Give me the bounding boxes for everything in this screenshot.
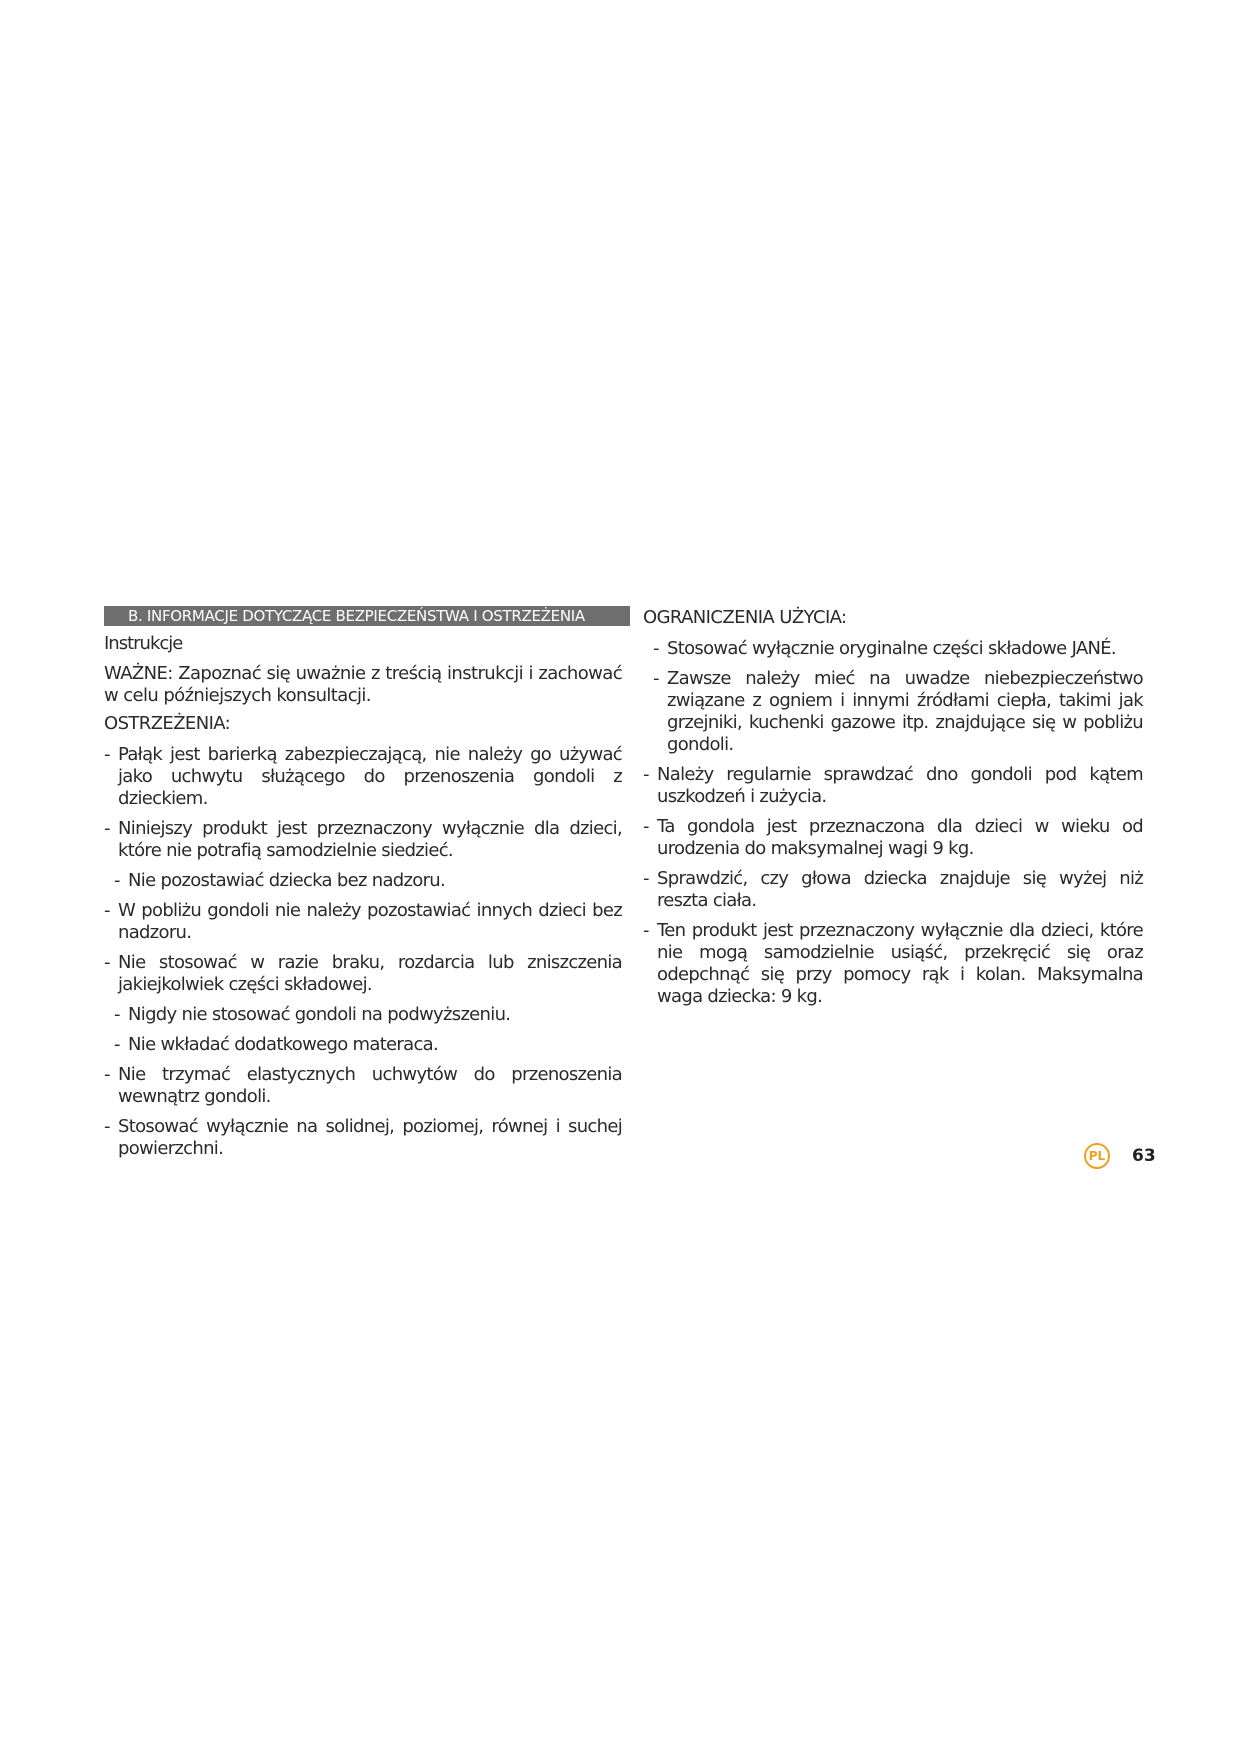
list-item	[643, 668, 1143, 756]
list-item	[643, 764, 1143, 808]
bullet-dash: -	[104, 744, 110, 765]
usage-limits-heading: OGRANICZENIA UŻYCIA:	[643, 607, 847, 628]
bullet-dash: -	[104, 900, 110, 921]
left-column	[104, 606, 622, 1160]
list-item	[643, 920, 1143, 1008]
list-item-text: Nigdy nie stosować gondoli na podwyższeniu.	[128, 1004, 511, 1025]
list-item	[104, 1034, 622, 1056]
bullet-dash: -	[114, 1004, 120, 1025]
bullet-dash: -	[643, 920, 649, 941]
bullet-dash: -	[104, 818, 110, 839]
right-column	[643, 606, 1143, 1008]
page-number: 63	[1132, 1146, 1156, 1166]
important-text: Zapoznać się uważnie z treścią instrukcji i zachować w celu późniejszych konsultacji.	[104, 663, 622, 706]
list-item-text: Ten produkt jest przeznaczony wyłącznie dla dzieci, które nie mogą samodzielnie usiąść, przekręcić się oraz odepchnąć się przy pomocy rąk i kolan. Maksymalna waga dziecka: 9 kg.	[657, 920, 1143, 1007]
list-item-text: Stosować wyłącznie oryginalne części składowe JANÉ.	[667, 638, 1116, 659]
important-paragraph	[104, 663, 622, 707]
list-item-text: Zawsze należy mieć na uwadze niebezpieczeństwo związane z ogniem i innymi źródłami ciepła, takimi jak grzejniki, kuchenki gazowe itp. znajdujące się w pobliżu gondoli.	[667, 668, 1143, 755]
list-item-text: Sprawdzić, czy głowa dziecka znajduje się wyżej niż reszta ciała.	[657, 868, 1143, 911]
list-item	[104, 1064, 622, 1108]
instructions-subtitle: Instrukcje	[104, 633, 183, 654]
list-item	[104, 900, 622, 944]
important-label: WAŻNE:	[104, 663, 173, 684]
list-item-text: Nie stosować w razie braku, rozdarcia lub zniszczenia jakiejkolwiek części składowej.	[118, 952, 622, 995]
page-footer	[1084, 1143, 1156, 1169]
list-item-text: Nie pozostawiać dziecka bez nadzoru.	[128, 870, 446, 891]
list-item	[643, 816, 1143, 860]
bullet-dash: -	[104, 952, 110, 973]
bullet-dash: -	[114, 870, 120, 891]
bullet-dash: -	[643, 764, 649, 785]
warnings-heading: OSTRZEŻENIA:	[104, 713, 231, 734]
list-item-text: W pobliżu gondoli nie należy pozostawiać innych dzieci bez nadzoru.	[118, 900, 622, 943]
list-item	[643, 868, 1143, 912]
list-item	[104, 870, 622, 892]
list-item	[104, 1004, 622, 1026]
language-badge: PL	[1084, 1143, 1110, 1169]
bullet-dash: -	[653, 638, 659, 659]
list-item-text: Stosować wyłącznie na solidnej, poziomej, równej i suchej powierzchni.	[118, 1116, 622, 1159]
bullet-dash: -	[643, 868, 649, 889]
list-item-text: Ta gondola jest przeznaczona dla dzieci w wieku od urodzenia do maksymalnej wagi 9 kg.	[657, 816, 1143, 859]
bullet-dash: -	[114, 1034, 120, 1055]
bullet-dash: -	[104, 1116, 110, 1137]
list-item	[104, 818, 622, 862]
bullet-dash: -	[104, 1064, 110, 1085]
list-item-text: Należy regularnie sprawdzać dno gondoli pod kątem uszkodzeń i zużycia.	[657, 764, 1143, 807]
bullet-dash: -	[643, 816, 649, 837]
section-title-bar: B. INFORMACJE DOTYCZĄCE BEZPIECZEŃSTWA I OSTRZEŻENIA	[104, 606, 630, 626]
bullet-dash: -	[653, 668, 659, 689]
list-item	[104, 952, 622, 996]
list-item-text: Niniejszy produkt jest przeznaczony wyłącznie dla dzieci, które nie potrafią samodzielnie siedzieć.	[118, 818, 622, 861]
list-item-text: Pałąk jest barierką zabezpieczającą, nie należy go używać jako uchwytu służącego do przenoszenia gondoli z dzieckiem.	[118, 744, 622, 809]
list-item-text: Nie wkładać dodatkowego materaca.	[128, 1034, 439, 1055]
list-item-text: Nie trzymać elastycznych uchwytów do przenoszenia wewnątrz gondoli.	[118, 1064, 622, 1107]
list-item	[104, 1116, 622, 1160]
list-item	[104, 744, 622, 810]
list-item	[643, 638, 1143, 660]
